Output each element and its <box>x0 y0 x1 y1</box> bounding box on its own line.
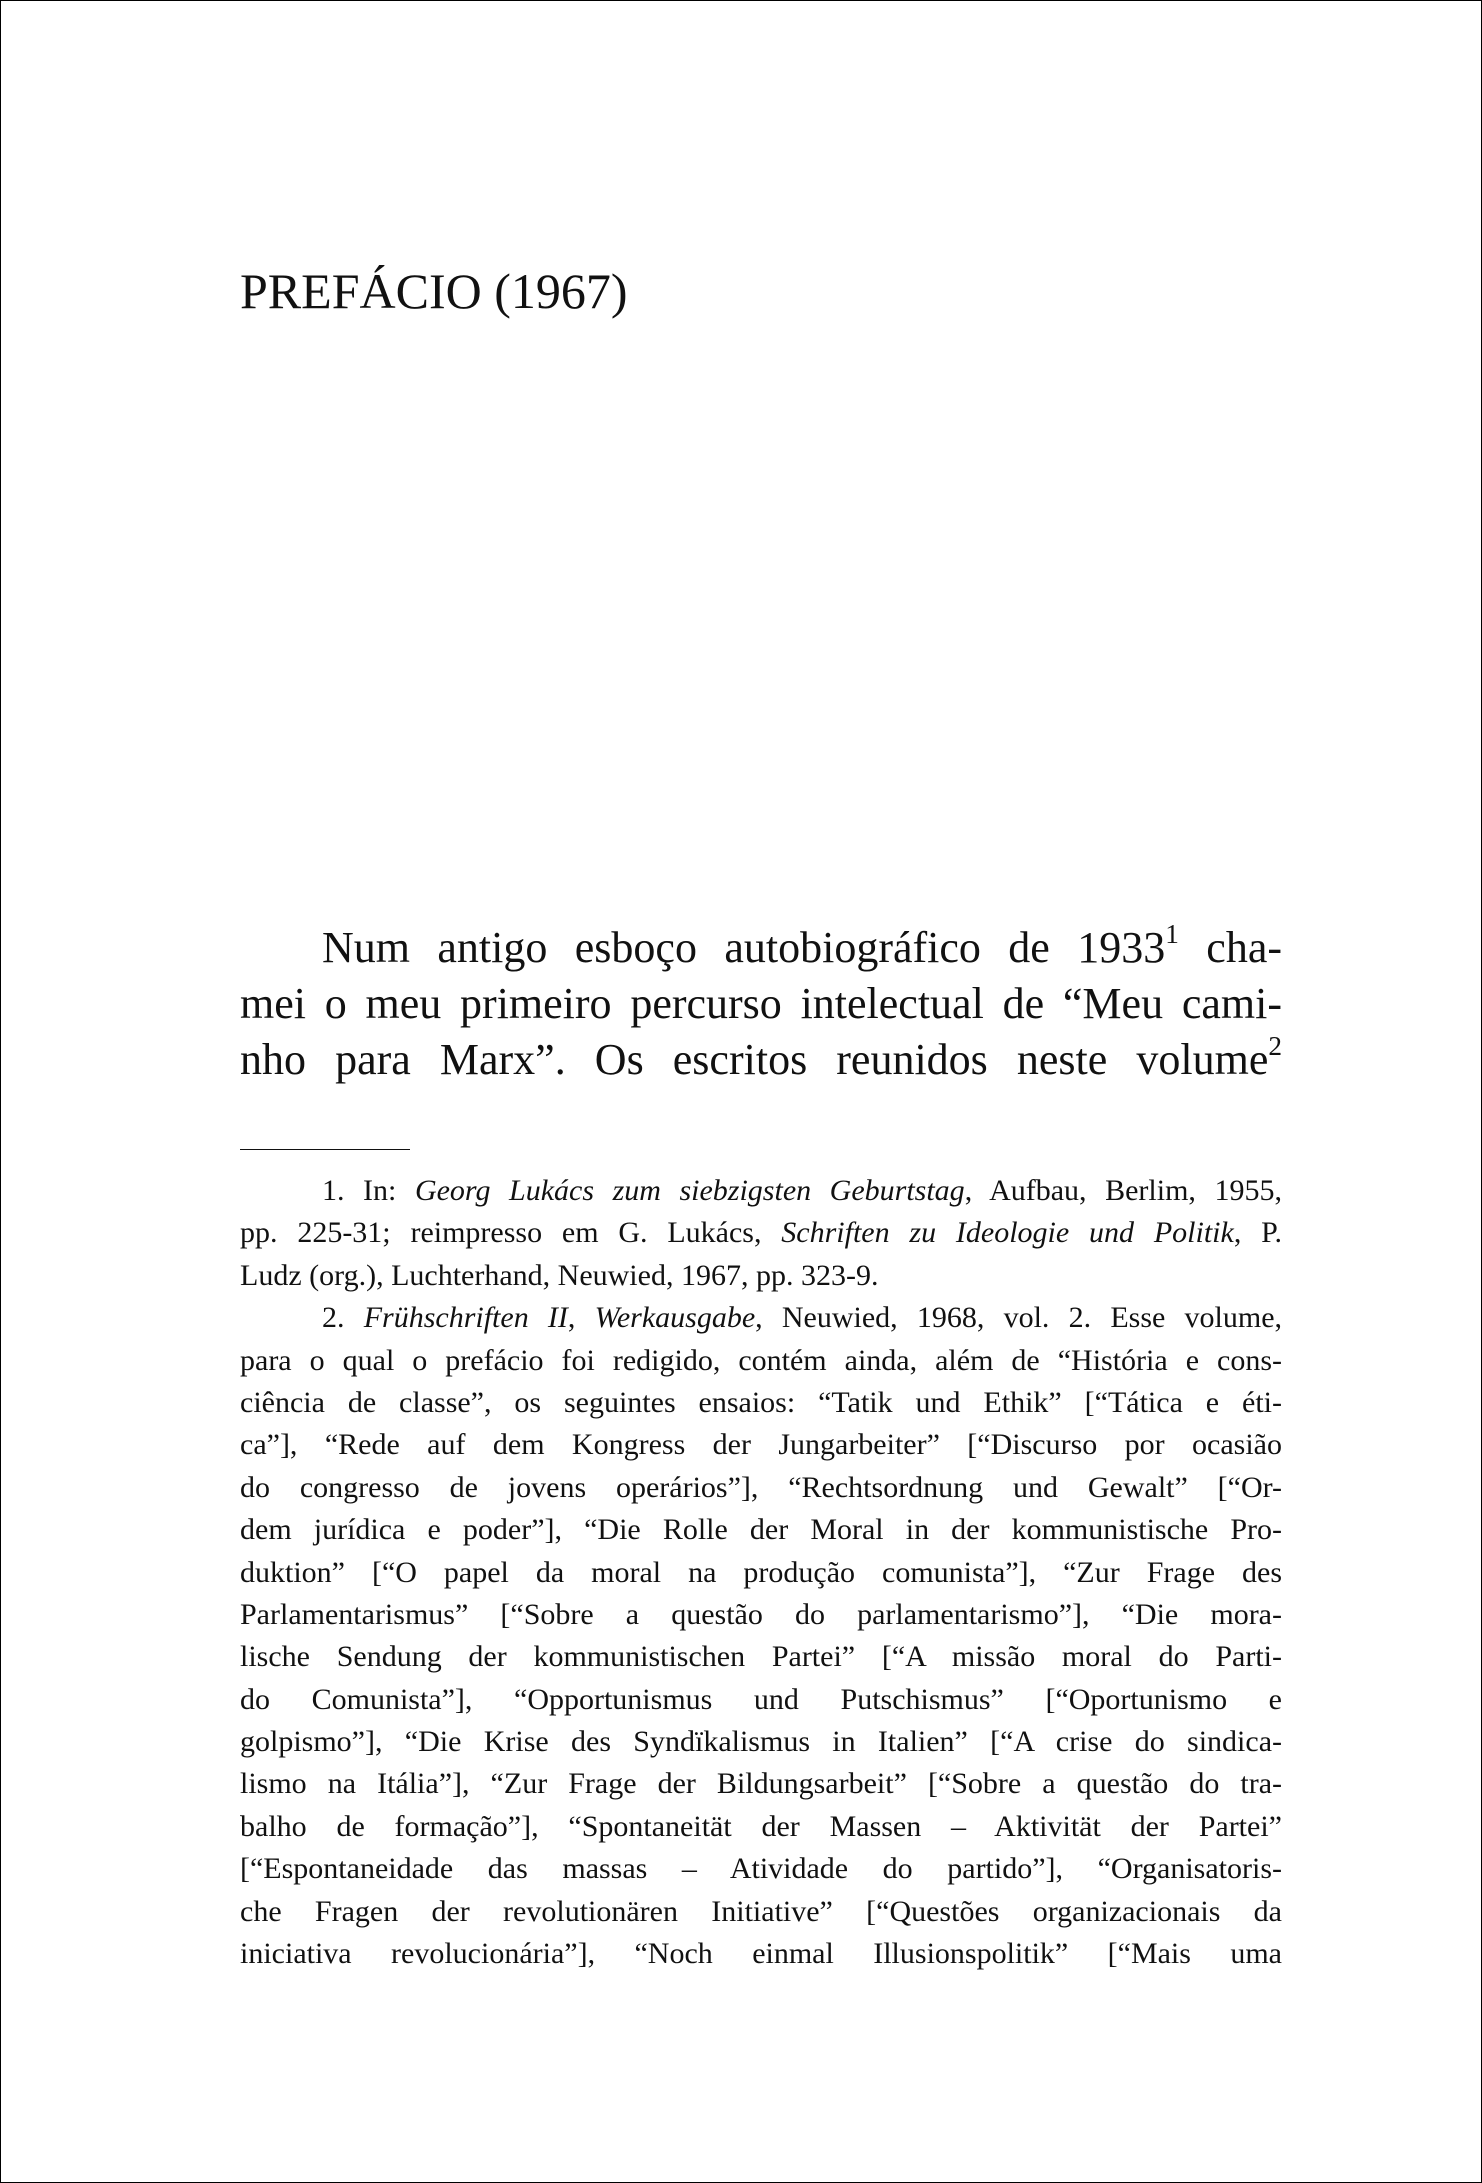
footnote-separator <box>240 1149 410 1150</box>
body-paragraph <box>240 920 1282 1088</box>
footnote-text: 1. In: <box>322 1174 415 1207</box>
footnote-2-line: dem jurídica e poder”], “Die Rolle der Moral in der kommunistische Pro- <box>240 1513 1282 1547</box>
footnote-text: , P. <box>1233 1216 1283 1250</box>
footnote-text: 2. <box>322 1301 364 1335</box>
footnote-title: Georg Lukács zum siebzigsten Geburtstag <box>414 1174 965 1207</box>
body-text: nho para Marx”. Os escritos reunidos neste volume <box>240 1035 1269 1084</box>
footnote-2-line: [“Espontaneidade das massas – Atividade do partido”], “Organisatoris- <box>240 1852 1282 1886</box>
footnote-title: Werkausgabe <box>594 1301 756 1335</box>
body-line <box>240 976 1282 1032</box>
chapter-title: PREFÁCIO (1967) <box>240 263 628 319</box>
footnote-2-line: do Comunista”], “Opportunismus und Putschismus” [“Oportunismo e <box>240 1682 1282 1716</box>
body-text: mei o meu primeiro percurso intelectual de “Meu cami- <box>240 979 1282 1028</box>
footnote-2-line: lismo na Itália”], “Zur Frage der Bildungsarbeit” [“Sobre a questão do tra- <box>240 1767 1282 1801</box>
footnote-2-line: che Fragen der revolutionären Initiative” [“Questões organizacionais da <box>240 1894 1282 1928</box>
footnote-2-line: para o qual o prefácio foi redigido, contém ainda, além de “História e cons- <box>240 1343 1282 1377</box>
footnote-2-line: Parlamentarismus” [“Sobre a questão do parlamentarismo”], “Die mora- <box>240 1597 1282 1631</box>
footnote-1-line: Ludz (org.), Luchterhand, Neuwied, 1967, pp. 323-9. <box>240 1258 879 1292</box>
footnote-2-line: do congresso de jovens operários”], “Rechtsordnung und Gewalt” [“Or- <box>240 1470 1282 1504</box>
body-line <box>240 920 1282 976</box>
footnote-1-line <box>240 1170 1282 1212</box>
footnote-text: pp. 225-31; reimpresso em G. Lukács, <box>240 1216 782 1250</box>
body-text: cha- <box>1178 923 1282 972</box>
footnote-2-line: lische Sendung der kommunistischen Partei” [“A missão moral do Parti- <box>240 1640 1282 1674</box>
footnote-text: , Aufbau, Berlim, 1955, <box>964 1174 1282 1207</box>
footnotes <box>240 1170 1282 1975</box>
footnote-2-line: balho de formação”], “Spontaneität der Massen – Aktivität der Partei” <box>240 1809 1282 1843</box>
footnote-2-line: duktion” [“O papel da moral na produção comunista”], “Zur Frage des <box>240 1555 1282 1589</box>
footnote-text: , Neuwied, 1968, vol. 2. Esse volume, <box>755 1301 1283 1335</box>
footnote-2-line: iniciativa revolucionária”], “Noch einmal Illusionspolitik” [“Mais uma <box>240 1937 1282 1971</box>
body-text: Num antigo esboço autobiográfico de 1933 <box>322 923 1166 972</box>
footnote-2-line: ca”], “Rede auf dem Kongress der Jungarbeiter” [“Discurso por ocasião <box>240 1428 1282 1462</box>
footnote-ref-2[interactable]: 2 <box>1268 1030 1282 1061</box>
footnote-title: Frühschriften II <box>363 1301 568 1335</box>
footnote-2-line: golpismo”], “Die Krise des Syndïkalismus in Italien” [“A crise do sindica- <box>240 1725 1282 1759</box>
footnote-text: , <box>567 1301 595 1335</box>
footnote-ref-1[interactable]: 1 <box>1165 918 1179 949</box>
body-line <box>240 1032 1282 1088</box>
footnote-2-line <box>240 1297 1282 1339</box>
footnote-title: Schriften zu Ideologie und Politik <box>781 1216 1234 1250</box>
footnote-2-line: ciência de classe”, os seguintes ensaios: “Tatik und Ethik” [“Tática e éti- <box>240 1385 1282 1419</box>
footnote-1-line <box>240 1212 1282 1254</box>
